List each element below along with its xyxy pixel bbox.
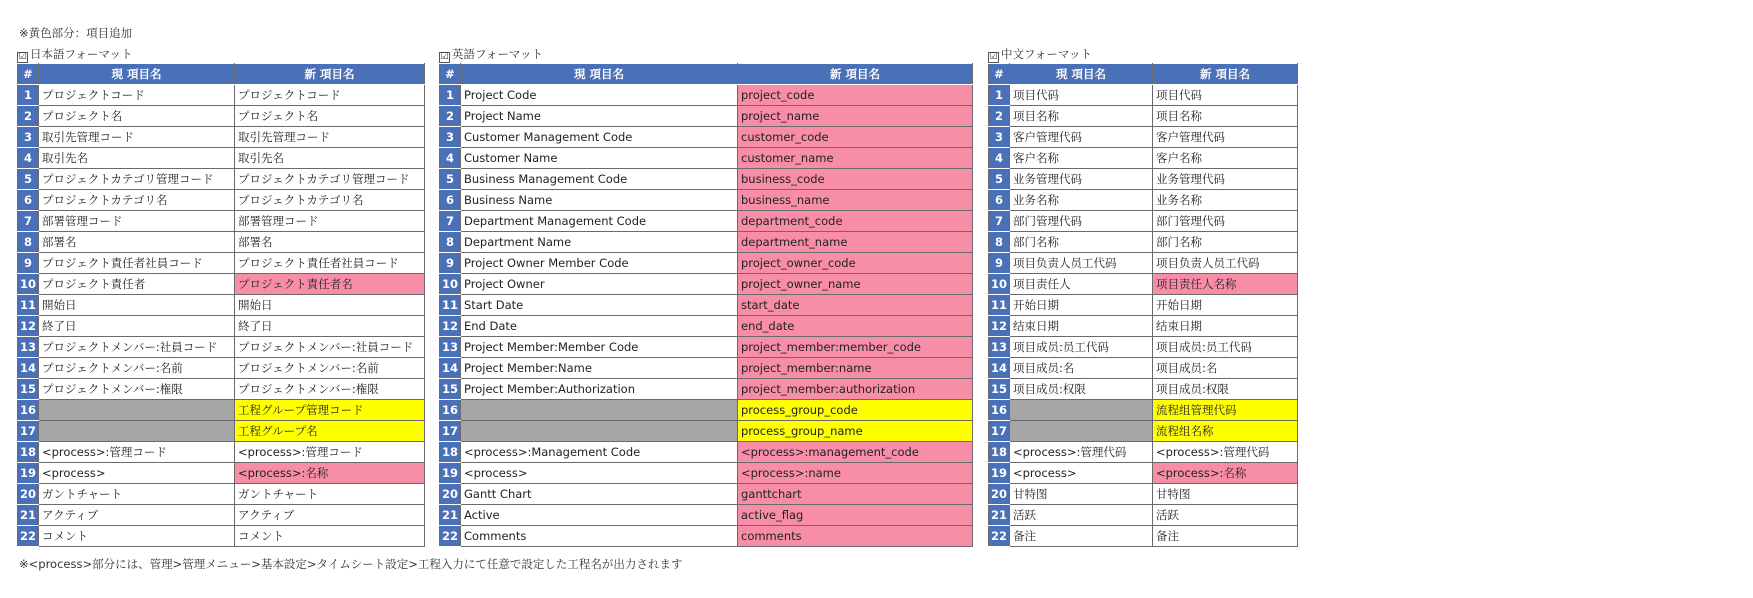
current-name-cell: Project Name <box>461 106 738 127</box>
row-number: 4 <box>989 148 1010 169</box>
current-name-cell: 部署名 <box>39 232 235 253</box>
header-current-name: 現 項目名 <box>39 64 235 85</box>
table-row <box>18 526 425 547</box>
row-number: 17 <box>18 421 39 442</box>
new-name-cell: 部门管理代码 <box>1153 211 1298 232</box>
row-number: 14 <box>989 358 1010 379</box>
current-name-cell: 项目负责人员工代码 <box>1010 253 1153 274</box>
table-row <box>989 484 1298 505</box>
new-name-cell: project_member:member_code <box>738 337 973 358</box>
new-name-cell: プロジェクトメンバー:権限 <box>235 379 425 400</box>
table-row <box>440 337 973 358</box>
current-name-cell: Project Code <box>461 85 738 106</box>
new-name-cell: プロジェクトカテゴリ管理コード <box>235 169 425 190</box>
table-row <box>18 232 425 253</box>
row-number: 9 <box>18 253 39 274</box>
table-row <box>18 442 425 463</box>
table-row <box>440 148 973 169</box>
new-name-cell: 客户管理代码 <box>1153 127 1298 148</box>
row-number: 20 <box>989 484 1010 505</box>
current-name-cell: 业务管理代码 <box>1010 169 1153 190</box>
table-row <box>440 316 973 337</box>
row-number: 1 <box>18 85 39 106</box>
new-name-cell: プロジェクト責任者名 <box>235 274 425 295</box>
current-name-cell: End Date <box>461 316 738 337</box>
row-number: 16 <box>989 400 1010 421</box>
table-row <box>440 274 973 295</box>
new-name-cell: 项目名称 <box>1153 106 1298 127</box>
new-name-cell: 业务管理代码 <box>1153 169 1298 190</box>
current-name-cell: 部门管理代码 <box>1010 211 1153 232</box>
current-name-cell: 取引先管理コード <box>39 127 235 148</box>
current-name-cell: プロジェクトメンバー:名前 <box>39 358 235 379</box>
table-row <box>18 274 425 295</box>
row-number: 22 <box>18 526 39 547</box>
table-row <box>989 85 1298 106</box>
current-name-cell: 部署管理コード <box>39 211 235 232</box>
row-number: 11 <box>989 295 1010 316</box>
current-name-cell: プロジェクトメンバー:社員コード <box>39 337 235 358</box>
new-name-cell: 项目成员:权限 <box>1153 379 1298 400</box>
new-name-cell: コメント <box>235 526 425 547</box>
table-row <box>18 484 425 505</box>
new-name-cell: project_name <box>738 106 973 127</box>
new-name-cell: process_group_name <box>738 421 973 442</box>
new-name-cell: 项目负责人员工代码 <box>1153 253 1298 274</box>
current-name-cell: <process> <box>461 463 738 484</box>
new-name-cell: business_name <box>738 190 973 211</box>
row-number: 2 <box>18 106 39 127</box>
row-number: 7 <box>989 211 1010 232</box>
row-number: 10 <box>18 274 39 295</box>
table-row <box>989 337 1298 358</box>
new-name-cell: department_code <box>738 211 973 232</box>
row-number: 12 <box>989 316 1010 337</box>
current-name-cell: Active <box>461 505 738 526</box>
new-name-cell: ganttchart <box>738 484 973 505</box>
table-row <box>989 526 1298 547</box>
current-name-cell <box>461 400 738 421</box>
new-name-cell: 项目责任人名称 <box>1153 274 1298 295</box>
new-name-cell: start_date <box>738 295 973 316</box>
current-name-cell: 项目成员:权限 <box>1010 379 1153 400</box>
new-name-cell: project_member:name <box>738 358 973 379</box>
new-name-cell: 项目成员:名 <box>1153 358 1298 379</box>
current-name-cell: 结束日期 <box>1010 316 1153 337</box>
row-number: 18 <box>18 442 39 463</box>
table-row <box>18 169 425 190</box>
new-name-cell: プロジェクト責任者社員コード <box>235 253 425 274</box>
row-number: 14 <box>440 358 461 379</box>
table-row <box>440 421 973 442</box>
table-row <box>989 127 1298 148</box>
current-name-cell: Project Owner <box>461 274 738 295</box>
row-number: 15 <box>18 379 39 400</box>
row-number: 17 <box>440 421 461 442</box>
current-name-cell: Project Member:Authorization <box>461 379 738 400</box>
header-current-name: 現 項目名 <box>1010 64 1153 85</box>
header-new-name: 新 項目名 <box>1153 64 1298 85</box>
table-row <box>989 442 1298 463</box>
current-name-cell: 部门名称 <box>1010 232 1153 253</box>
new-name-cell: <process>:管理コード <box>235 442 425 463</box>
current-name-cell: 项目名称 <box>1010 106 1153 127</box>
current-name-cell: 客户管理代码 <box>1010 127 1153 148</box>
table-row <box>440 232 973 253</box>
row-number: 12 <box>440 316 461 337</box>
checkbox-icon: ☑ <box>989 52 998 62</box>
new-name-cell: customer_code <box>738 127 973 148</box>
new-name-cell: department_name <box>738 232 973 253</box>
current-name-cell: <process>:管理代码 <box>1010 442 1153 463</box>
row-number: 15 <box>989 379 1010 400</box>
current-name-cell: Start Date <box>461 295 738 316</box>
new-name-cell: 開始日 <box>235 295 425 316</box>
current-name-cell: 客户名称 <box>1010 148 1153 169</box>
table-row <box>440 358 973 379</box>
section-title-label: 日本語フォーマット <box>30 47 133 61</box>
table-row <box>18 190 425 211</box>
new-name-cell: 业务名称 <box>1153 190 1298 211</box>
new-name-cell: 项目成员:员工代码 <box>1153 337 1298 358</box>
new-name-cell: プロジェクトカテゴリ名 <box>235 190 425 211</box>
table-row <box>989 505 1298 526</box>
new-name-cell: active_flag <box>738 505 973 526</box>
new-name-cell: 部署管理コード <box>235 211 425 232</box>
english-format-section <box>439 45 973 547</box>
new-name-cell: process_group_code <box>738 400 973 421</box>
current-name-cell: 开始日期 <box>1010 295 1153 316</box>
new-name-cell: 流程组名称 <box>1153 421 1298 442</box>
current-name-cell: プロジェクト責任者社員コード <box>39 253 235 274</box>
row-number: 13 <box>989 337 1010 358</box>
table-row <box>18 253 425 274</box>
current-name-cell: Project Member:Member Code <box>461 337 738 358</box>
checkbox-icon: ☑ <box>440 52 449 62</box>
table-row <box>18 295 425 316</box>
english-format-table <box>439 63 973 547</box>
row-number: 7 <box>18 211 39 232</box>
current-name-cell: 終了日 <box>39 316 235 337</box>
row-number: 16 <box>18 400 39 421</box>
current-name-cell: プロジェクト名 <box>39 106 235 127</box>
header-new-name: 新 項目名 <box>738 64 973 85</box>
chinese-format-table <box>988 63 1298 547</box>
current-name-cell: Comments <box>461 526 738 547</box>
section-title <box>439 45 973 63</box>
row-number: 15 <box>440 379 461 400</box>
table-row <box>989 253 1298 274</box>
row-number: 2 <box>440 106 461 127</box>
checkbox-icon: ☑ <box>18 52 27 62</box>
new-name-cell: 甘特图 <box>1153 484 1298 505</box>
new-name-cell: 项目代码 <box>1153 85 1298 106</box>
table-row <box>440 253 973 274</box>
new-name-cell: <process>:管理代码 <box>1153 442 1298 463</box>
new-name-cell: <process>:management_code <box>738 442 973 463</box>
row-number: 19 <box>989 463 1010 484</box>
new-name-cell: comments <box>738 526 973 547</box>
table-row <box>18 148 425 169</box>
new-name-cell: customer_name <box>738 148 973 169</box>
current-name-cell: Project Owner Member Code <box>461 253 738 274</box>
current-name-cell: Gantt Chart <box>461 484 738 505</box>
new-name-cell: end_date <box>738 316 973 337</box>
new-name-cell: 工程グループ名 <box>235 421 425 442</box>
current-name-cell: Customer Name <box>461 148 738 169</box>
table-row <box>18 337 425 358</box>
table-row <box>989 211 1298 232</box>
new-name-cell: project_member:authorization <box>738 379 973 400</box>
table-row <box>989 421 1298 442</box>
new-name-cell: business_code <box>738 169 973 190</box>
new-name-cell: 结束日期 <box>1153 316 1298 337</box>
row-number: 12 <box>18 316 39 337</box>
new-name-cell: プロジェクトコード <box>235 85 425 106</box>
row-number: 17 <box>989 421 1010 442</box>
row-number: 7 <box>440 211 461 232</box>
new-name-cell: <process>:名称 <box>235 463 425 484</box>
table-row <box>440 463 973 484</box>
table-row <box>440 484 973 505</box>
current-name-cell <box>39 421 235 442</box>
new-name-cell: 备注 <box>1153 526 1298 547</box>
row-number: 20 <box>440 484 461 505</box>
table-row <box>989 190 1298 211</box>
current-name-cell: 备注 <box>1010 526 1153 547</box>
current-name-cell: 项目成员:员工代码 <box>1010 337 1153 358</box>
row-number: 8 <box>18 232 39 253</box>
row-number: 1 <box>440 85 461 106</box>
current-name-cell: Department Name <box>461 232 738 253</box>
new-name-cell: 客户名称 <box>1153 148 1298 169</box>
row-number: 13 <box>440 337 461 358</box>
current-name-cell: <process> <box>1010 463 1153 484</box>
section-title-label: 英語フォーマット <box>452 47 543 61</box>
section-title <box>17 45 425 63</box>
current-name-cell: プロジェクトカテゴリ名 <box>39 190 235 211</box>
table-row <box>989 169 1298 190</box>
table-row <box>989 148 1298 169</box>
row-number: 4 <box>18 148 39 169</box>
current-name-cell: 開始日 <box>39 295 235 316</box>
note-process-explanation: ※<process>部分には、管理>管理メニュー>基本設定>タイムシート設定>工程入力にて任意で設定した工程名が出力されます <box>19 557 683 571</box>
table-row <box>440 169 973 190</box>
row-number: 5 <box>18 169 39 190</box>
current-name-cell: Business Management Code <box>461 169 738 190</box>
row-number: 21 <box>989 505 1010 526</box>
table-row <box>989 295 1298 316</box>
table-row <box>18 463 425 484</box>
current-name-cell: 项目代码 <box>1010 85 1153 106</box>
row-number: 6 <box>989 190 1010 211</box>
table-row <box>18 421 425 442</box>
row-number: 9 <box>989 253 1010 274</box>
current-name-cell: <process> <box>39 463 235 484</box>
section-title <box>988 45 1298 63</box>
new-name-cell: 流程组管理代码 <box>1153 400 1298 421</box>
row-number: 11 <box>440 295 461 316</box>
header-new-name: 新 項目名 <box>235 64 425 85</box>
table-row <box>989 358 1298 379</box>
section-title-label: 中文フォーマット <box>1001 47 1092 61</box>
table-row <box>989 400 1298 421</box>
row-number: 9 <box>440 253 461 274</box>
current-name-cell: プロジェクトカテゴリ管理コード <box>39 169 235 190</box>
row-number: 11 <box>18 295 39 316</box>
row-number: 3 <box>440 127 461 148</box>
current-name-cell: Project Member:Name <box>461 358 738 379</box>
current-name-cell: 甘特图 <box>1010 484 1153 505</box>
table-row <box>989 463 1298 484</box>
row-number: 21 <box>440 505 461 526</box>
current-name-cell: 活跃 <box>1010 505 1153 526</box>
note-yellow-added: ※黄色部分：項目追加 <box>19 26 133 40</box>
header-number: # <box>989 64 1010 85</box>
japanese-format-table <box>17 63 425 547</box>
table-row <box>989 316 1298 337</box>
row-number: 20 <box>18 484 39 505</box>
new-name-cell: 开始日期 <box>1153 295 1298 316</box>
row-number: 4 <box>440 148 461 169</box>
new-name-cell: project_owner_code <box>738 253 973 274</box>
new-name-cell: project_code <box>738 85 973 106</box>
row-number: 13 <box>18 337 39 358</box>
new-name-cell: 活跃 <box>1153 505 1298 526</box>
table-row <box>18 358 425 379</box>
new-name-cell: project_owner_name <box>738 274 973 295</box>
table-row <box>440 190 973 211</box>
current-name-cell <box>461 421 738 442</box>
row-number: 2 <box>989 106 1010 127</box>
row-number: 10 <box>989 274 1010 295</box>
current-name-cell: 业务名称 <box>1010 190 1153 211</box>
new-name-cell: 部门名称 <box>1153 232 1298 253</box>
table-row <box>18 106 425 127</box>
row-number: 5 <box>989 169 1010 190</box>
table-row <box>440 526 973 547</box>
row-number: 5 <box>440 169 461 190</box>
table-row <box>18 316 425 337</box>
current-name-cell <box>1010 421 1153 442</box>
new-name-cell: 終了日 <box>235 316 425 337</box>
row-number: 22 <box>989 526 1010 547</box>
new-name-cell: プロジェクト名 <box>235 106 425 127</box>
row-number: 1 <box>989 85 1010 106</box>
row-number: 21 <box>18 505 39 526</box>
new-name-cell: 部署名 <box>235 232 425 253</box>
current-name-cell: ガントチャート <box>39 484 235 505</box>
row-number: 19 <box>18 463 39 484</box>
row-number: 8 <box>989 232 1010 253</box>
japanese-format-section <box>17 45 425 547</box>
current-name-cell: <process>:管理コード <box>39 442 235 463</box>
row-number: 6 <box>440 190 461 211</box>
new-name-cell: 工程グループ管理コード <box>235 400 425 421</box>
current-name-cell: プロジェクトメンバー:権限 <box>39 379 235 400</box>
table-row <box>440 211 973 232</box>
header-number: # <box>18 64 39 85</box>
new-name-cell: アクティブ <box>235 505 425 526</box>
table-row <box>18 400 425 421</box>
table-row <box>989 106 1298 127</box>
table-row <box>18 85 425 106</box>
chinese-format-section <box>988 45 1298 547</box>
current-name-cell: 取引先名 <box>39 148 235 169</box>
table-row <box>440 379 973 400</box>
current-name-cell: 项目成员:名 <box>1010 358 1153 379</box>
table-row <box>989 274 1298 295</box>
row-number: 18 <box>440 442 461 463</box>
table-row <box>440 295 973 316</box>
row-number: 10 <box>440 274 461 295</box>
current-name-cell: Department Management Code <box>461 211 738 232</box>
current-name-cell <box>39 400 235 421</box>
new-name-cell: プロジェクトメンバー:名前 <box>235 358 425 379</box>
current-name-cell: 项目责任人 <box>1010 274 1153 295</box>
current-name-cell: Business Name <box>461 190 738 211</box>
table-row <box>440 85 973 106</box>
new-name-cell: 取引先管理コード <box>235 127 425 148</box>
current-name-cell: コメント <box>39 526 235 547</box>
row-number: 19 <box>440 463 461 484</box>
new-name-cell: ガントチャート <box>235 484 425 505</box>
row-number: 6 <box>18 190 39 211</box>
new-name-cell: 取引先名 <box>235 148 425 169</box>
table-row <box>989 232 1298 253</box>
table-row <box>440 505 973 526</box>
current-name-cell: Customer Management Code <box>461 127 738 148</box>
table-row <box>18 379 425 400</box>
table-row <box>440 442 973 463</box>
header-current-name: 現 項目名 <box>461 64 738 85</box>
new-name-cell: プロジェクトメンバー:社員コード <box>235 337 425 358</box>
current-name-cell <box>1010 400 1153 421</box>
row-number: 14 <box>18 358 39 379</box>
table-row <box>440 400 973 421</box>
row-number: 3 <box>989 127 1010 148</box>
current-name-cell: <process>:Management Code <box>461 442 738 463</box>
table-row <box>440 127 973 148</box>
table-row <box>18 211 425 232</box>
table-row <box>18 505 425 526</box>
row-number: 22 <box>440 526 461 547</box>
new-name-cell: <process>:name <box>738 463 973 484</box>
current-name-cell: プロジェクト責任者 <box>39 274 235 295</box>
current-name-cell: アクティブ <box>39 505 235 526</box>
row-number: 16 <box>440 400 461 421</box>
row-number: 8 <box>440 232 461 253</box>
header-number: # <box>440 64 461 85</box>
new-name-cell: <process>:名称 <box>1153 463 1298 484</box>
row-number: 3 <box>18 127 39 148</box>
current-name-cell: プロジェクトコード <box>39 85 235 106</box>
table-row <box>18 127 425 148</box>
row-number: 18 <box>989 442 1010 463</box>
table-row <box>989 379 1298 400</box>
table-row <box>440 106 973 127</box>
